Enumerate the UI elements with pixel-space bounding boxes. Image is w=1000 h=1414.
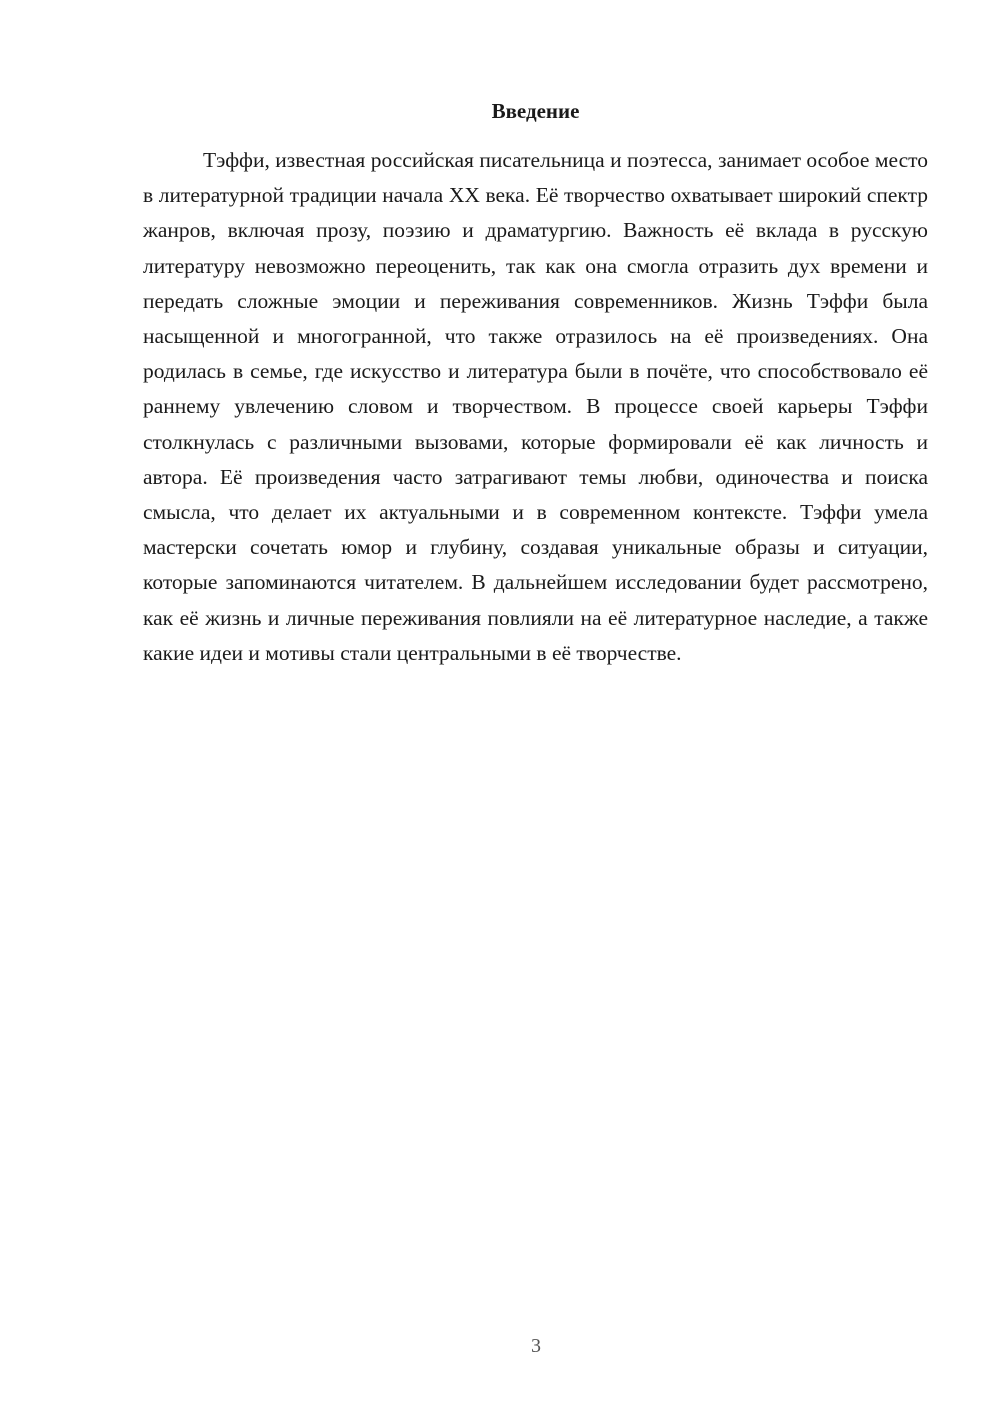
page-number: 3 [531,1335,541,1357]
section-heading: Введение [491,99,580,123]
body-paragraph: Тэффи, известная российская писательница и поэтесса, занимает особое место в литературной традиции начала XX века. Её творчество охватывает широкий спектр жанров, включая прозу, поэзию и драматургию. Важность её вклада в русскую литературу невозможно переоценить, так как она смогла отразить дух времени и передать сложные эмоции и переживания современников. Жизнь Тэффи была насыщенной и многогранной, что также отразилось на её произведениях. Она родилась в семье, где искусство и литература были в почёте, что способствовало её раннему увлечению словом и творчеством. В процессе своей карьеры Тэффи столкнулась с различными вызовами, которые формировали её как личность и автора. Её произведения часто затрагивают темы любви, одиночества и поиска смысла, что делает их актуальными и в современном контексте. Тэффи умела мастерски сочетать юмор и глубину, создавая уникальные образы и ситуации, которые запоминаются читателем. В дальнейшем исследовании будет рассмотрено, как её жизнь и личные переживания повлияли на её литературное наследие, а также какие идеи и мотивы стали центральными в её творчестве. [143,148,928,665]
